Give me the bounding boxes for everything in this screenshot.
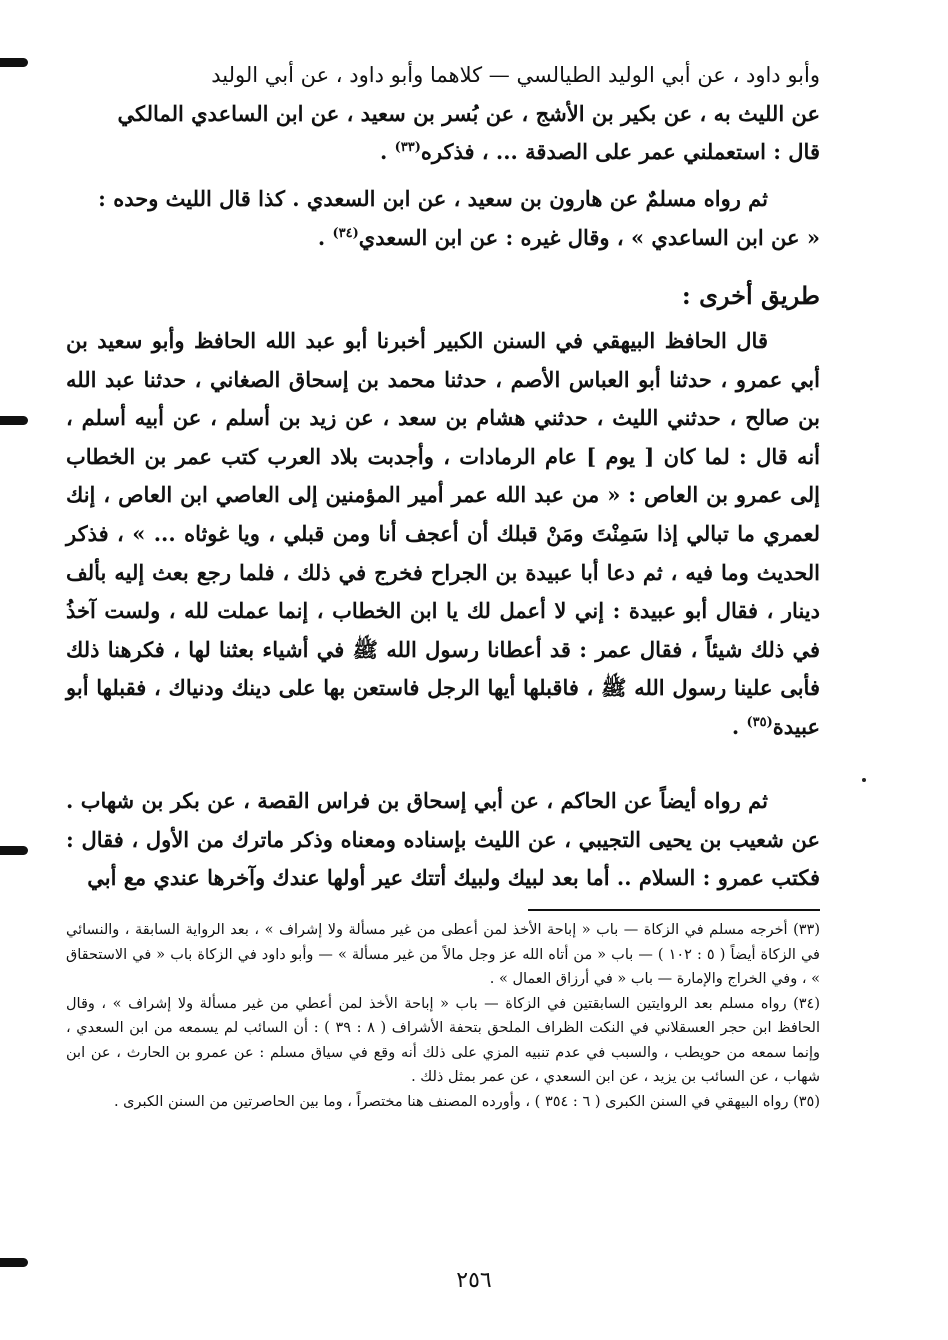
paragraph-isnad-2 xyxy=(66,180,820,257)
paragraph-isnad-1 xyxy=(66,56,820,172)
footnote-34: (٣٤) رواه مسلم بعد الروايتين السابقتين في الزكاة — باب « إباحة الأخذ لمن أعطي من غير مسألة ولا إشراف » ، وقال الحافظ ابن حجر العسقلاني في النكت الظراف الملحق بتحفة الأشراف ( ٨ : ٣٩ ) : أن السائب لم يسمعه من ابن السعدي ، وإنما سمعه من حويطب ، والسبب في عدم تنبيه المزي على ذلك أنه وقع في سياق مسلم : عن عمرو بن الحارث ، عن ابن شهاب ، عن السائب بن يزيد ، عن ابن السعدي ، عن عمر بمثل ذلك . xyxy=(66,995,820,1085)
paragraph-text: ثم رواه أيضاً عن الحاكم ، عن أبي إسحاق بن فراس القصة ، عن بكر بن شهاب . عن شعيب بن يحيى التجيبي ، عن الليث بإسناده ومعناه وذكر ماترك من الأول ، فقال : فكتب عمرو : السلام .. أما بعد لبيك ولبيك أتتك عير أولها عندك وآخرها عندي مع أبي xyxy=(66,788,820,891)
scan-speck xyxy=(862,778,866,782)
footnote-separator xyxy=(528,909,820,911)
footnote-ref-33: (٣٣) xyxy=(394,140,421,156)
margin-mark xyxy=(0,1258,28,1267)
text-line-content: « عن ابن الساعدي » ، وقال غيره : عن ابن السعدي xyxy=(358,224,820,250)
margin-mark xyxy=(0,846,28,855)
paragraph-text: قال الحافظ البيهقي في السنن الكبير أخبرنا أبو عبد الله الحافظ وأبو سعيد بن أبي عمرو ، حدثنا أبو العباس الأصم ، حدثنا محمد بن إسحاق الصغاني ، حدثنا عبد الله بن صالح ، حدثني الليث ، حدثني هشام بن سعد ، عن زيد بن أسلم ، عن أبيه أسلم ، أنه قال : لما كان [ يوم ] عام الرمادات ، وأجدبت بلاد العرب كتب عمر بن الخطاب إلى عمرو بن العاص : « من عبد الله عمر أمير المؤمنين إلى العاصي ابن العاص ، إنك لعمري ما تبالي إذا سَمِنْتَ ومَنْ قبلك أن أعجف أنا ومن قبلي ، ويا غوثاه ... » ، فذكر الحديث وما فيه ، ثم دعا أبا عبيدة بن الجراح فخرج في ذلك ، فلما رجع بعث إليه بألف دينار ، فقال أبو عبيدة : إني لا أعمل لك يا ابن الخطاب ، إنما عملت لله ، ولست آخذُ في ذلك شيئاً ، فقال عمر : قد أعطانا رسول الله ﷺ في أشياء بعثنا لها ، فكرهنا ذلك فأبى علينا رسول الله ﷺ ، فاقبلها أيها الرجل فاستعن بها على دينك ودنياك ، فقبلها أبو عبيدة$^{(٣٥)}$ . xyxy=(66,328,821,739)
footnotes xyxy=(66,918,820,1114)
text-line: عن الليث به ، عن بكير بن الأشج ، عن بُسر بن سعيد ، عن ابن الساعدي المالكي xyxy=(117,100,820,126)
footnote-ref-34: (٣٤) xyxy=(332,225,359,241)
text-line-content: قال : استعملني عمر على الصدقة ... ، فذكره xyxy=(420,139,820,165)
narration-text: قال الحافظ البيهقي في السنن الكبير أخبرنا أبو عبد الله الحافظ وأبو سعيد بن أبي عمرو ، حدثنا أبو العباس الأصم ، حدثنا محمد بن إسحاق الصغاني ، حدثنا عبد الله بن صالح ، حدثني الليث ، حدثني هشام بن سعد ، عن زيد بن أسلم ، عن أبيه أسلم ، أنه قال : لما كان [ يوم ] عام الرمادات ، وأجدبت بلاد العرب كتب عمر بن الخطاب إلى عمرو بن العاص : « من عبد الله عمر أمير المؤمنين إلى العاصي ابن العاص ، إنك لعمري ما تبالي إذا سَمِنْتَ ومَنْ قبلك أن أعجف أنا ومن قبلي ، ويا غوثاه ... » ، فذكر الحديث وما فيه ، ثم دعا أبا عبيدة بن الجراح فخرج في ذلك ، فلما رجع بعث إليه بألف دينار ، فقال أبو عبيدة : إني لا أعمل لك يا ابن الخطاب ، إنما عملت لله ، ولست آخذُ في ذلك شيئاً ، فقال عمر : قد أعطانا رسول الله ﷺ في أشياء بعثنا لها ، فكرهنا ذلك فأبى علينا رسول الله ﷺ ، فاقبلها أيها الرجل فاستعن بها على دينك ودنياك ، فقبلها أبو عبيدة xyxy=(66,328,821,739)
text-line: وأبو داود ، عن أبي الوليد الطيالسي — كلاهما وأبو داود ، عن أبي الوليد xyxy=(211,63,820,87)
text-line: « عن ابن الساعدي » ، وقال غيره : عن ابن السعدي$^{(٣٤)}$ . xyxy=(317,224,820,250)
text-line: ثم رواه مسلمٌ عن هارون بن سعيد ، عن ابن السعدي . كذا قال الليث وحده : xyxy=(98,186,768,211)
margin-mark xyxy=(0,416,28,425)
paragraph-second-narration xyxy=(66,782,820,898)
footnote-33: (٣٣) أخرجه مسلم في الزكاة — باب « إباحة الأخذ لمن أعطى من غير مسألة ولا إشراف » ، بعد الرواية السابقة ، والنسائي في الزكاة أيضاً ( ٥ : ١٠٢ ) — باب « من أتاه الله عز وجل مالاً من غير مسألة » — وأبو داود في الزكاة باب « في الاستحقاق » ، وفي الخراج والإمارة — باب « في أرزاق العمال » . xyxy=(66,922,820,987)
section-heading: طريق أخرى : xyxy=(681,281,820,310)
page-number: ٢٥٦ xyxy=(456,1268,492,1293)
text-line xyxy=(66,133,820,172)
footnote-ref-35: (٣٥) xyxy=(746,714,773,730)
margin-mark xyxy=(0,58,28,67)
full-stop: . xyxy=(379,139,388,165)
footnote-35: (٣٥) رواه البيهقي في السنن الكبرى ( ٦ : ٣٥٤ ) ، وأورده المصنف هنا مختصراً ، وما بين الحاصرتين من السنن الكبرى . xyxy=(113,1093,820,1110)
paragraph-bayhaqi-narration xyxy=(66,322,820,747)
